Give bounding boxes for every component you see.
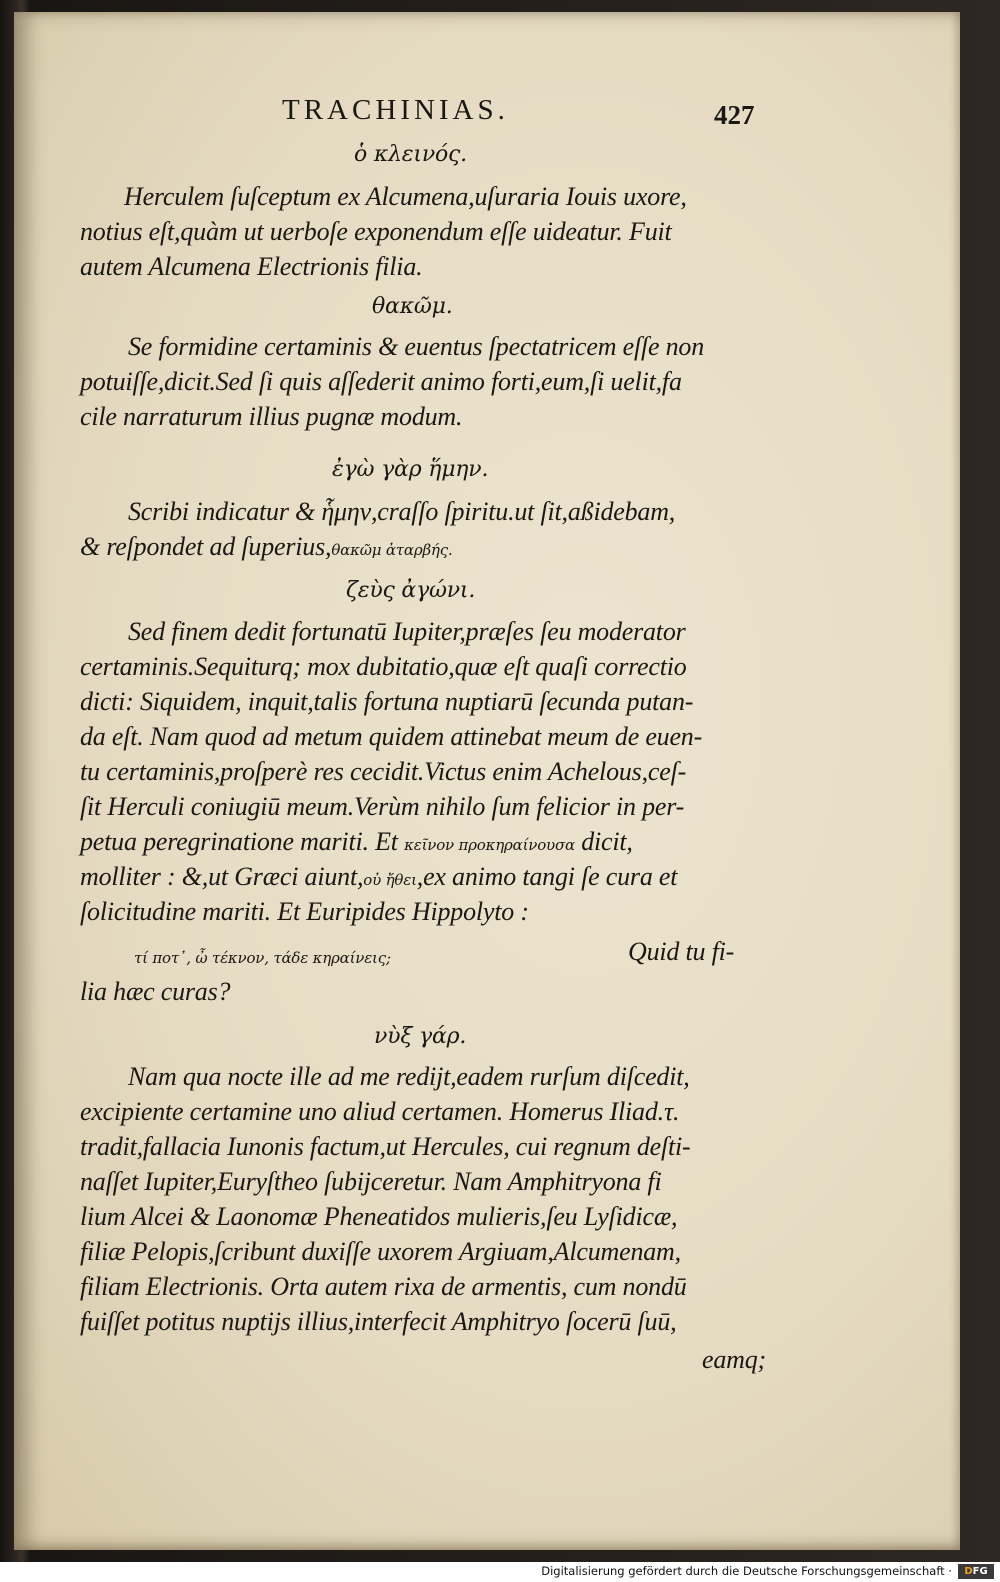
greek-segment: θακῶμ ἀταρβής. [331,541,453,559]
text-line: ſolicitudine mariti. Et Euripides Hippolyto : [80,897,529,926]
text-segment: & reſpondet ad ſuperius, [80,532,332,561]
text-line: ſit Herculi coniugiū meum.Verùm nihilo ſum felicior in per- [80,792,685,821]
text-line: Se formidine certaminis & euentus ſpectatricem eſſe non [128,332,705,361]
text-line: tradit,fallacia Iunonis factum,ut Hercules, cui regnum deſti- [80,1132,691,1161]
text-line: fuiſſet potitus nuptijs illius,interfecit Amphitryo ſocerū ſuū, [80,1307,677,1336]
text-line: dicti: Siquidem, inquit,talis fortuna nuptiarū ſecunda putan- [80,687,694,716]
text-line: Sed finem dedit fortunatū Iupiter,præſes ſeu moderator [128,617,686,646]
text-segment: molliter : &,ut Græci aiunt, [80,862,364,891]
text-line: filiæ Pelopis,ſcribunt duxiſſe uxorem Argiuam,Alcumenam, [80,1237,681,1266]
text-line: filiam Electrionis. Orta autem rixa de armentis, cum nondū [80,1272,687,1301]
footer-credit: Digitalisierung gefördert durch die Deutsche Forschungsgemeinschaft · [541,1564,952,1578]
text-line: tu certaminis,proſperè res cecidit.Victus enim Achelous,ceſ- [80,757,687,786]
dfg-logo-d: D [964,1566,973,1577]
dfg-logo-fg: FG [972,1566,988,1577]
text-line: Nam qua nocte ille ad me redijt,eadem rurſum diſcedit, [128,1062,690,1091]
greek-heading: ὁ κλεινός. [354,142,467,167]
greek-heading: θακῶμ. [372,294,453,319]
dfg-logo [958,1564,994,1579]
text-segment: ,ex animo tangi ſe cura et [416,862,678,891]
text-line: potuiſſe,dicit.Sed ſi quis aſſederit animo forti,eum,ſi uelit,fa [80,367,682,396]
running-head: TRACHINIAS. [282,94,509,126]
text-line: Quid tu fi- [628,937,735,966]
text-line: Scribi indicatur & ἧμην,craſſo ſpiritu.ut ſit,aßidebam, [128,497,676,526]
greek-heading: ζεὺς ἀγώνι. [346,578,476,603]
text-line: certaminis.Sequiturq; mox dubitatio,quæ eſt quaſi correctio [80,652,687,681]
greek-heading: ἐγὼ γὰρ ἥμην. [332,457,489,482]
greek-segment: τί ποτ᾽, ὦ τέκνον, τάδε κηραίνεις; [134,949,391,967]
text-line [80,827,633,857]
text-segment: petua peregrinatione mariti. Et [80,827,405,856]
digitization-footer [0,1562,1000,1582]
text-line: lia hæc curas? [80,977,231,1006]
page-number: 427 [714,100,755,130]
book-page [14,12,960,1550]
greek-segment: κεῖνον προκηραίνουσα [404,836,575,854]
text-segment: dicit, [574,827,633,856]
text-line: autem Alcumena Electrionis filia. [80,252,423,281]
greek-segment: οὐ ἤθει [363,871,417,889]
greek-heading: νὺξ γάρ. [374,1024,467,1049]
text-line: notius eſt,quàm ut uerboſe exponendum eſſe uideatur. Fuit [80,217,672,246]
text-line: naſſet Iupiter,Euryſtheo ſubijceretur. Nam Amphitryona fi [80,1167,662,1196]
text-line [80,862,677,892]
text-line: excipiente certamine uno aliud certamen. Homerus Iliad.τ. [80,1097,680,1126]
text-line: da eſt. Nam quod ad metum quidem attinebat meum de euen- [80,722,703,751]
text-line [80,532,452,562]
text-line: lium Alcei & Laonomæ Pheneatidos mulieris,ſeu Lyſidicæ, [80,1202,678,1231]
catchword: eamq; [702,1345,766,1374]
text-line: Herculem ſuſceptum ex Alcumena,uſuraria Iouis uxore, [124,182,687,211]
text-line: cile narraturum illius pugnæ modum. [80,402,463,431]
greek-quote [134,940,391,970]
